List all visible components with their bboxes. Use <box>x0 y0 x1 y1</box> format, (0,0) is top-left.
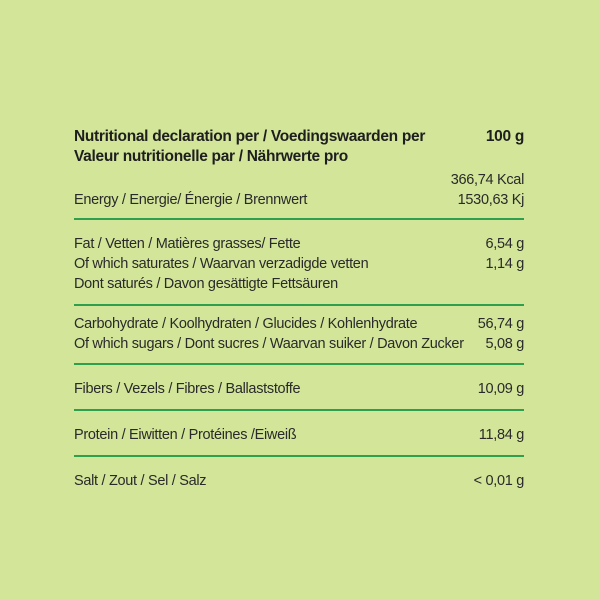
protein-value: 11,84 g <box>478 427 524 443</box>
saturates-value: 1,14 g <box>485 256 524 272</box>
sugars-value: 5,08 g <box>485 336 524 352</box>
fat-label: Fat / Vetten / Matières grasses/ Fette <box>74 236 301 252</box>
saturates-row <box>74 254 524 274</box>
sugars-row <box>74 334 524 354</box>
fibers-value: 10,09 g <box>477 381 524 397</box>
fat-value: 6,54 g <box>485 236 524 252</box>
protein-label: Protein / Eiwitten / Protéines /Eiweiß <box>74 427 297 443</box>
carbohydrate-row <box>74 314 524 334</box>
fat-row <box>74 234 524 254</box>
carbohydrate-section <box>74 306 524 363</box>
energy-kj: 1530,63 Kj <box>457 192 524 208</box>
salt-section <box>74 457 524 501</box>
protein-section <box>74 411 524 455</box>
nutrition-header <box>74 127 524 167</box>
salt-value: < 0,01 g <box>473 473 524 489</box>
energy-kcal: 366,74 Kcal <box>450 172 524 188</box>
header-title-line-2: Valeur nutritionelle par / Nährwerte pro <box>74 148 348 165</box>
fibers-label: Fibers / Vezels / Fibres / Ballaststoffe <box>74 381 301 397</box>
fat-section <box>74 220 524 304</box>
fibers-section <box>74 365 524 409</box>
header-title-line-1: Nutritional declaration per / Voedingswaarden per <box>74 128 426 145</box>
nutrition-label <box>74 127 524 501</box>
protein-row <box>74 425 524 445</box>
fibers-row <box>74 379 524 399</box>
sugars-label: Of which sugars / Dont sucres / Waarvan suiker / Davon Zucker <box>74 336 464 352</box>
saturates-label: Of which saturates / Waarvan verzadigde vetten <box>74 256 369 272</box>
energy-row <box>74 190 524 210</box>
saturates-label-continued: Dont saturés / Davon gesättigte Fettsäuren <box>74 276 338 292</box>
energy-section <box>74 170 524 218</box>
header-amount: 100 g <box>485 128 524 145</box>
salt-row <box>74 471 524 491</box>
header-title <box>74 127 454 167</box>
carbohydrate-label: Carbohydrate / Koolhydraten / Glucides / Kohlenhydrate <box>74 316 418 332</box>
carbohydrate-value: 56,74 g <box>477 316 524 332</box>
salt-label: Salt / Zout / Sel / Salz <box>74 473 207 489</box>
energy-label: Energy / Energie/ Énergie / Brennwert <box>74 192 308 208</box>
saturates-row-continued <box>74 274 524 294</box>
